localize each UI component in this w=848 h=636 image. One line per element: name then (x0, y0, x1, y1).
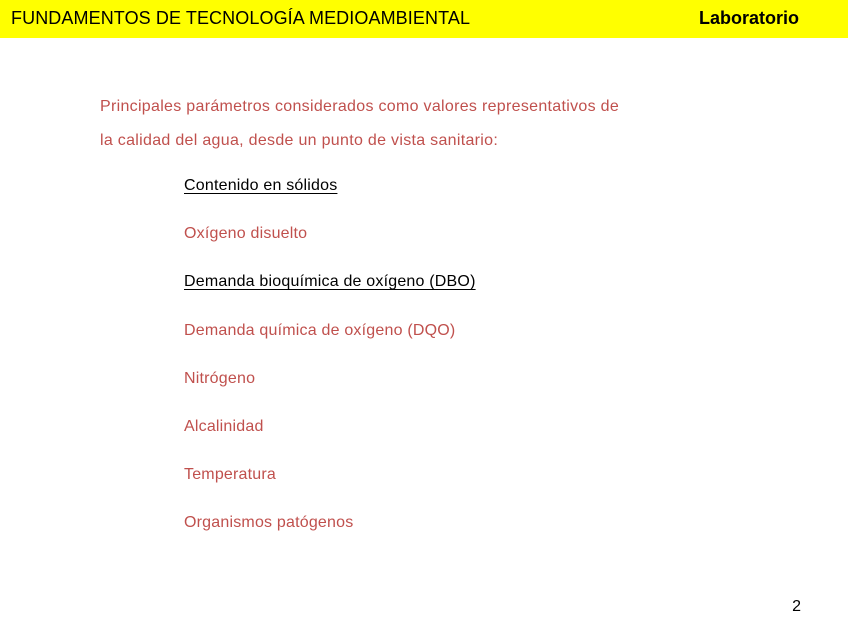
page-number: 2 (792, 598, 801, 615)
parameter-nitrogen: Nitrógeno (184, 369, 256, 387)
intro-line-1: Principales parámetros considerados como valores representativos de (100, 98, 620, 115)
parameter-link-bod[interactable]: Demanda bioquímica de oxígeno (DBO) (184, 273, 476, 291)
intro-line-2: la calidad del agua, desde un punto de vista sanitario: (100, 132, 499, 149)
parameter-cod: Demanda química de oxígeno (DQO) (184, 321, 456, 339)
parameter-pathogens: Organismos patógenos (184, 514, 354, 532)
parameter-list (184, 173, 476, 559)
parameter-alkalinity: Alcalinidad (184, 417, 264, 435)
course-title: FUNDAMENTOS DE TECNOLOGÍA MEDIOAMBIENTAL (11, 8, 471, 28)
header-bar (0, 0, 848, 38)
parameter-temperature: Temperatura (184, 466, 277, 484)
parameter-link-solids[interactable]: Contenido en sólidos (184, 177, 338, 194)
parameter-dissolved-oxygen: Oxígeno disuelto (184, 225, 308, 243)
section-title: Laboratorio (698, 8, 799, 28)
intro-text (100, 90, 780, 158)
